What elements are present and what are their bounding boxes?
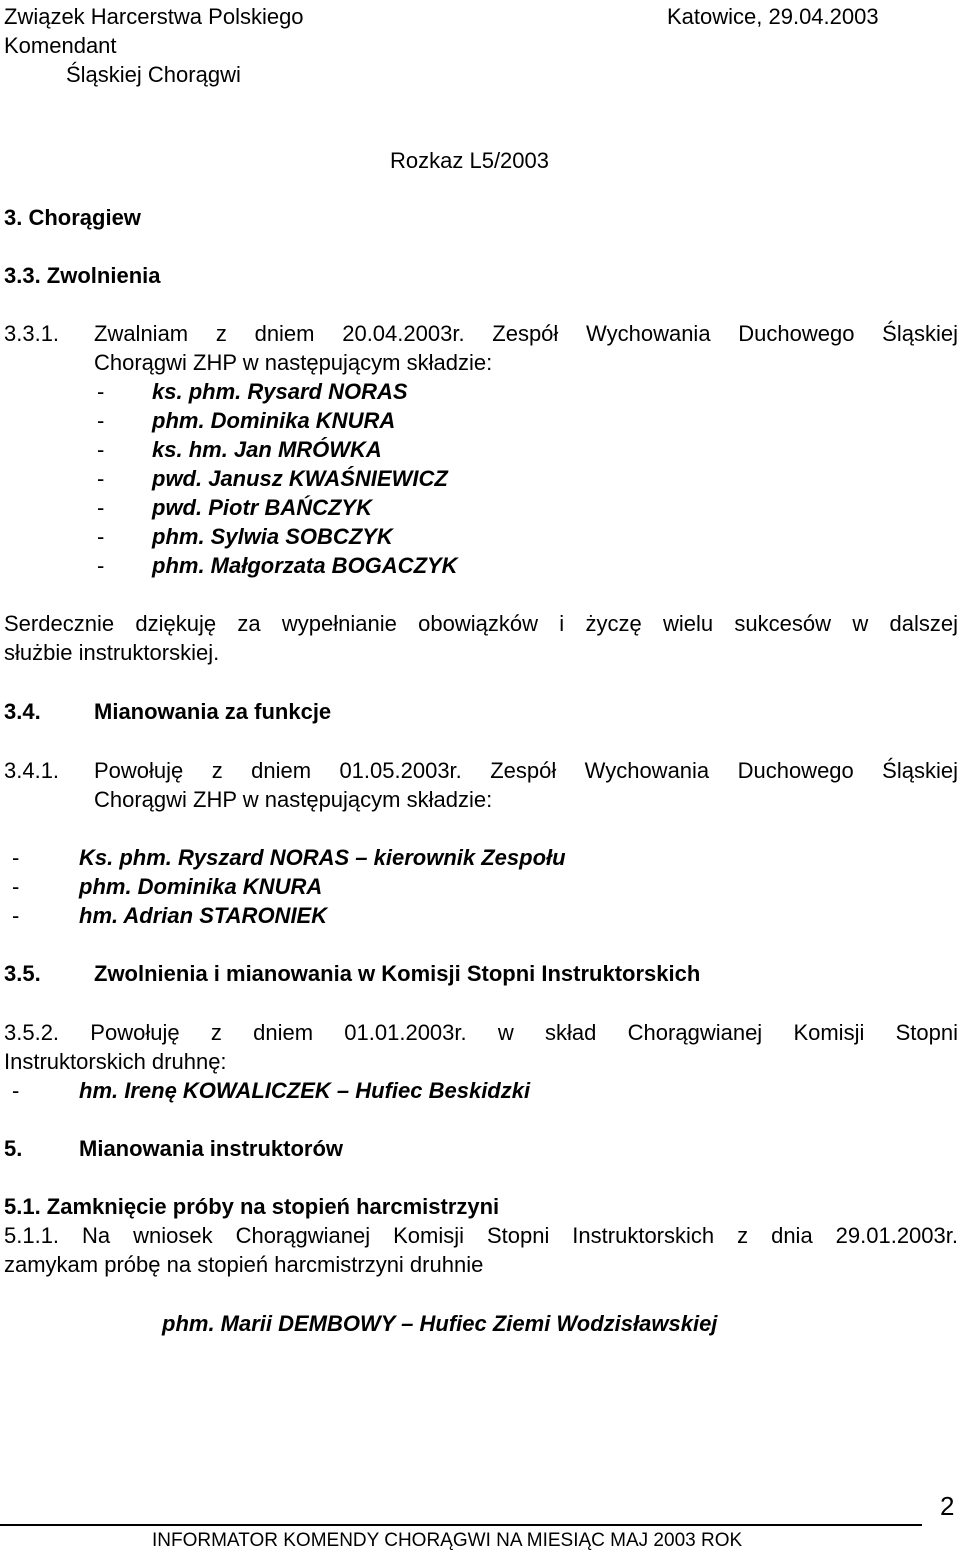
- list-item: ks. hm. Jan MRÓWKA: [152, 437, 382, 462]
- section-331-number: 3.3.1.: [4, 321, 60, 346]
- list-dash: -: [97, 408, 105, 433]
- section-3-title: 3. Chorągiew: [4, 205, 141, 230]
- section-511-line1: 5.1.1. Na wniosek Chorągwianej Komisji Stopni Instruktorskich z dnia 29.01.2003r.: [4, 1223, 958, 1248]
- list-dash: -: [97, 495, 105, 520]
- thanks-line1: Serdecznie dziękuję za wypełnianie obowiązków i życzę wielu sukcesów w dalszej: [4, 611, 958, 636]
- section-34-number: 3.4.: [4, 699, 41, 724]
- list-dash: -: [12, 845, 20, 870]
- list-dash: -: [12, 1078, 20, 1103]
- section-33-title: 3.3. Zwolnienia: [4, 263, 161, 288]
- section-51-title: 5.1. Zamknięcie próby na stopień harcmistrzyni: [4, 1194, 500, 1219]
- section-511-line2: zamykam próbę na stopień harcmistrzyni druhnie: [4, 1252, 484, 1277]
- list-item: phm. Dominika KNURA: [152, 408, 396, 433]
- list-item: hm. Irenę KOWALICZEK – Hufiec Beskidzki: [79, 1078, 531, 1103]
- page-number: 2: [940, 1491, 955, 1521]
- list-item: phm. Małgorzata BOGACZYK: [152, 553, 458, 578]
- list-dash: -: [97, 524, 105, 549]
- order-title: Rozkaz L5/2003: [390, 148, 549, 173]
- section-5-title: Mianowania instruktorów: [79, 1136, 344, 1161]
- section-5-number: 5.: [4, 1136, 23, 1161]
- section-34-title: Mianowania za funkcje: [94, 699, 332, 724]
- list-item: hm. Adrian STARONIEK: [79, 903, 328, 928]
- list-item: pwd. Janusz KWAŚNIEWICZ: [152, 466, 448, 491]
- list-item: phm. Dominika KNURA: [79, 874, 323, 899]
- section-352-line2: Instruktorskich druhnę:: [4, 1049, 227, 1074]
- list-dash: -: [97, 466, 105, 491]
- list-dash: -: [12, 903, 20, 928]
- list-dash: -: [97, 553, 105, 578]
- section-35-number: 3.5.: [4, 961, 41, 986]
- section-35-title: Zwolnienia i mianowania w Komisji Stopni Instruktorskich: [94, 961, 701, 986]
- section-331-line1: Zwalniam z dniem 20.04.2003r. Zespół Wychowania Duchowego Śląskiej: [94, 321, 958, 346]
- org-role: Komendant: [4, 33, 117, 58]
- list-dash: -: [97, 379, 105, 404]
- section-341-line2: Chorągwi ZHP w następującym składzie:: [94, 787, 493, 812]
- section-341-number: 3.4.1.: [4, 758, 60, 783]
- section-341-line1: Powołuję z dniem 01.05.2003r. Zespół Wychowania Duchowego Śląskiej: [94, 758, 958, 783]
- place-date: Katowice, 29.04.2003: [667, 4, 879, 29]
- thanks-line2: służbie instruktorskiej.: [4, 640, 220, 665]
- org-name: Związek Harcerstwa Polskiego: [4, 4, 304, 29]
- list-item: phm. Sylwia SOBCZYK: [152, 524, 393, 549]
- list-dash: -: [12, 874, 20, 899]
- list-item: pwd. Piotr BAŃCZYK: [152, 495, 372, 520]
- section-352-line1: 3.5.2. Powołuję z dniem 01.01.2003r. w skład Chorągwianej Komisji Stopni: [4, 1020, 958, 1045]
- org-unit: Śląskiej Chorągwi: [66, 62, 241, 87]
- list-item: ks. phm. Rysard NORAS: [152, 379, 408, 404]
- promoted-person: phm. Marii DEMBOWY – Hufiec Ziemi Wodzisławskiej: [162, 1311, 718, 1336]
- section-331-line2: Chorągwi ZHP w następującym składzie:: [94, 350, 493, 375]
- list-dash: -: [97, 437, 105, 462]
- list-item: Ks. phm. Ryszard NORAS – kierownik Zespołu: [79, 845, 566, 870]
- footer-text: INFORMATOR KOMENDY CHORĄGWI NA MIESIĄC MAJ 2003 ROK: [152, 1530, 743, 1551]
